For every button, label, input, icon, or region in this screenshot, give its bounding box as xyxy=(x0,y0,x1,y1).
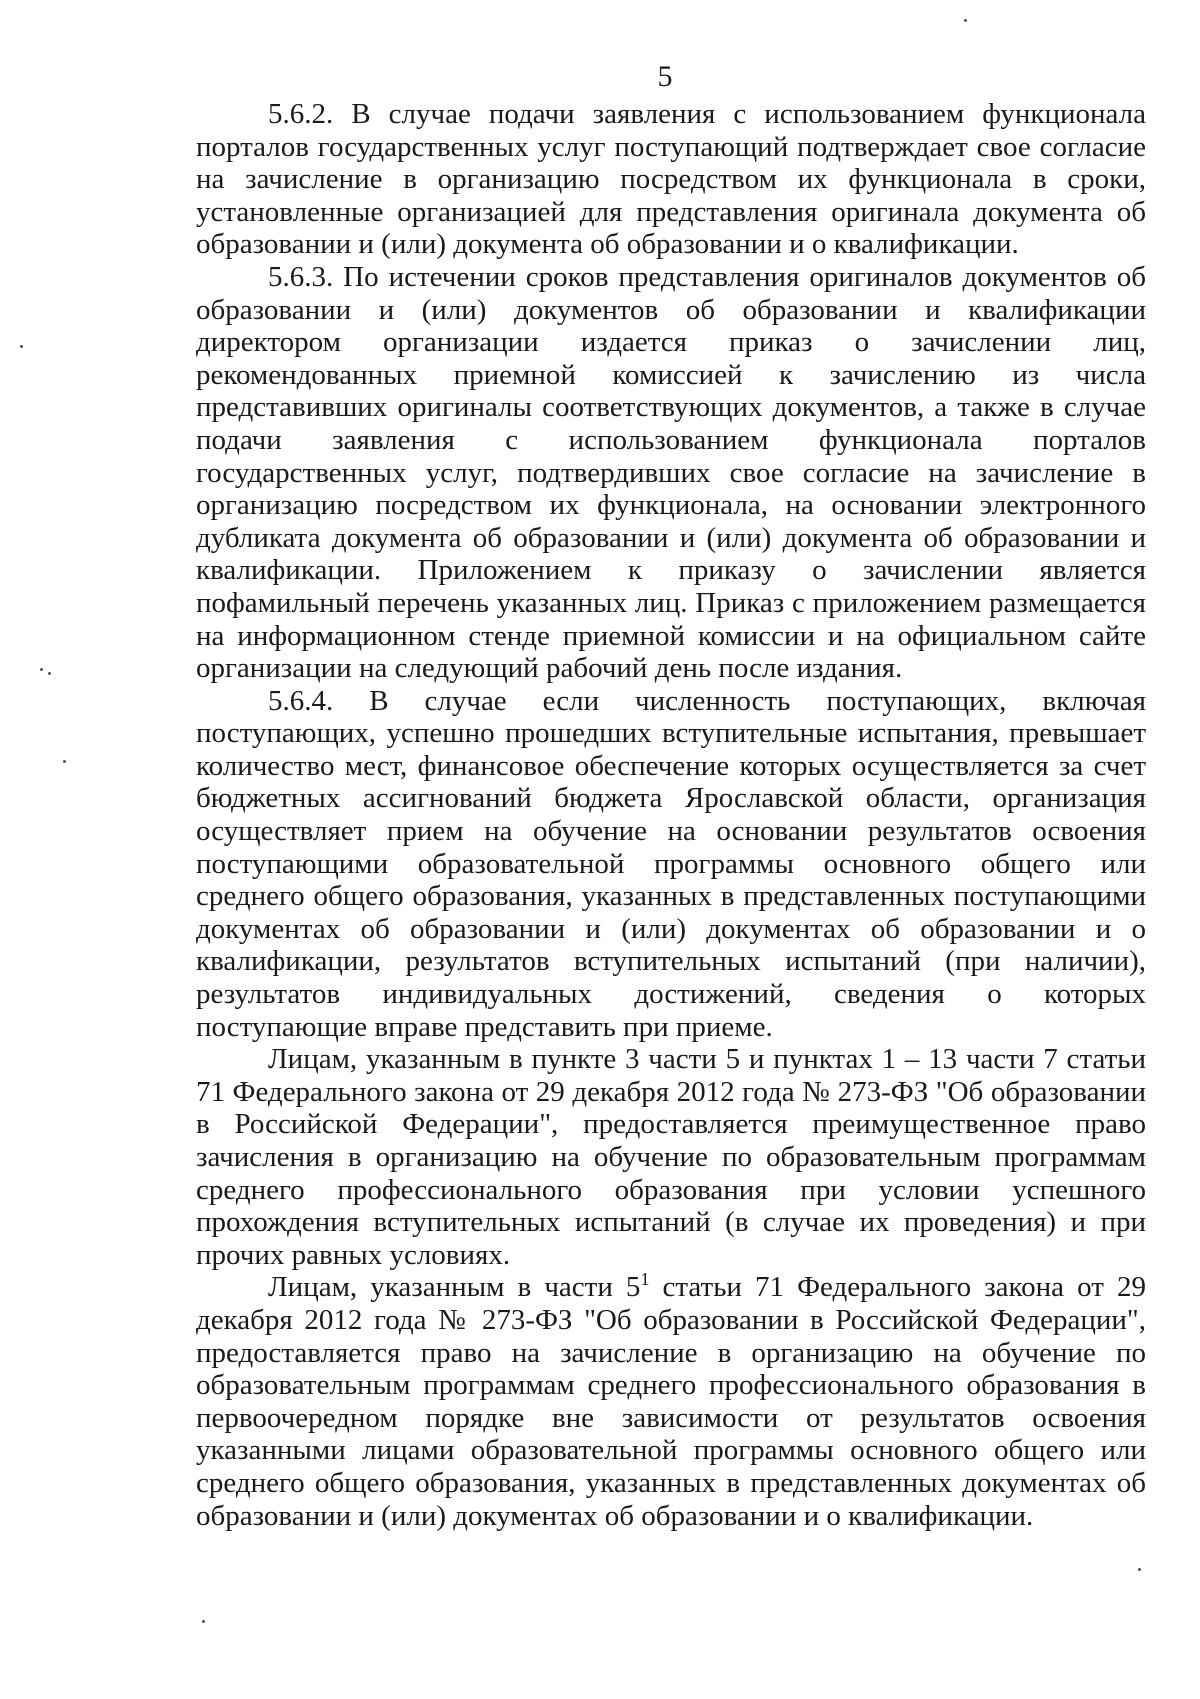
scan-speck xyxy=(48,672,51,675)
priority-text-end: статьи 71 Федерального закона от 29 декабря 2012 года № 273-ФЗ "Об образовании в Российской Федерации", предоставляется право на зачисление в организацию на обучение по образовательным программам среднего профессионального образования в первоочередном порядке вне зависимости от результатов освоения указанными лицами образовательной программы основного общего или среднего общего образования, указанных в представленных документах об образовании и (или) документах об образовании и о квалификации. xyxy=(196,1271,1146,1532)
scan-speck xyxy=(40,668,43,671)
priority-text-start: Лицам, указанным в части 5 xyxy=(268,1271,641,1304)
paragraph-5-6-4: 5.6.4. В случае если численность поступающих, включая поступающих, успешно прошедших вступительные испытания, превышает количество мест, финансовое обеспечение которых осуществляется за счет бюджетных ассигнований бюджета Ярославской области, организация осуществляет прием на обучение на основании результатов освоения поступающими образовательной программы основного общего или среднего общего образования, указанных в представленных поступающими документах об образовании и (или) документах об образовании и о квалификации, результатов вступительных испытаний (при наличии), результатов индивидуальных достижений, сведения о которых поступающие вправе представить при приеме. xyxy=(196,684,1146,1043)
scan-speck xyxy=(1138,1568,1141,1571)
page-number: 5 xyxy=(657,60,673,93)
paragraph-priority-right xyxy=(196,1271,1146,1532)
scan-speck xyxy=(964,19,967,22)
paragraph-5-6-2: 5.6.2. В случае подачи заявления с использованием функционала порталов государственных услуг поступающий подтверждает свое согласие на зачисление в организацию посредством их функционала в сроки, установленные организацией для представления оригинала документа об образовании и (или) документа об образовании и о квалификации. xyxy=(196,98,1146,261)
paragraph-5-6-3: 5.6.3. По истечении сроков представления оригиналов документов об образовании и (или) документов об образовании и квалификации директором организации издается приказ о зачислении лиц, рекомендованных приемной комиссией к зачислению из числа представивших оригиналы соответствующих документов, а также в случае подачи заявления с использованием функционала порталов государственных услуг, подтвердивших свое согласие на зачисление в организацию посредством их функционала, на основании электронного дубликата документа об образовании и (или) документа об образовании и квалификации. Приложением к приказу о зачислении является пофамильный перечень указанных лиц. Приказ с приложением размещается на информационном стенде приемной комиссии и на официальном сайте организации на следующий рабочий день после издания. xyxy=(196,260,1146,685)
scan-speck xyxy=(63,760,66,763)
superscript-marker: 1 xyxy=(640,1269,650,1290)
paragraph-preferential-right: Лицам, указанным в пункте 3 части 5 и пунктах 1 – 13 части 7 статьи 71 Федерального закона от 29 декабря 2012 года № 273-ФЗ "Об образовании в Российской Федерации", предоставляется преимущественное право зачисления в организацию на обучение по образовательным программам среднего профессионального образования при условии успешного прохождения вступительных испытаний (в случае их проведения) и при прочих равных условиях. xyxy=(196,1043,1146,1271)
scan-speck xyxy=(20,345,23,348)
document-body xyxy=(196,98,1146,1532)
scan-speck xyxy=(202,1620,205,1623)
